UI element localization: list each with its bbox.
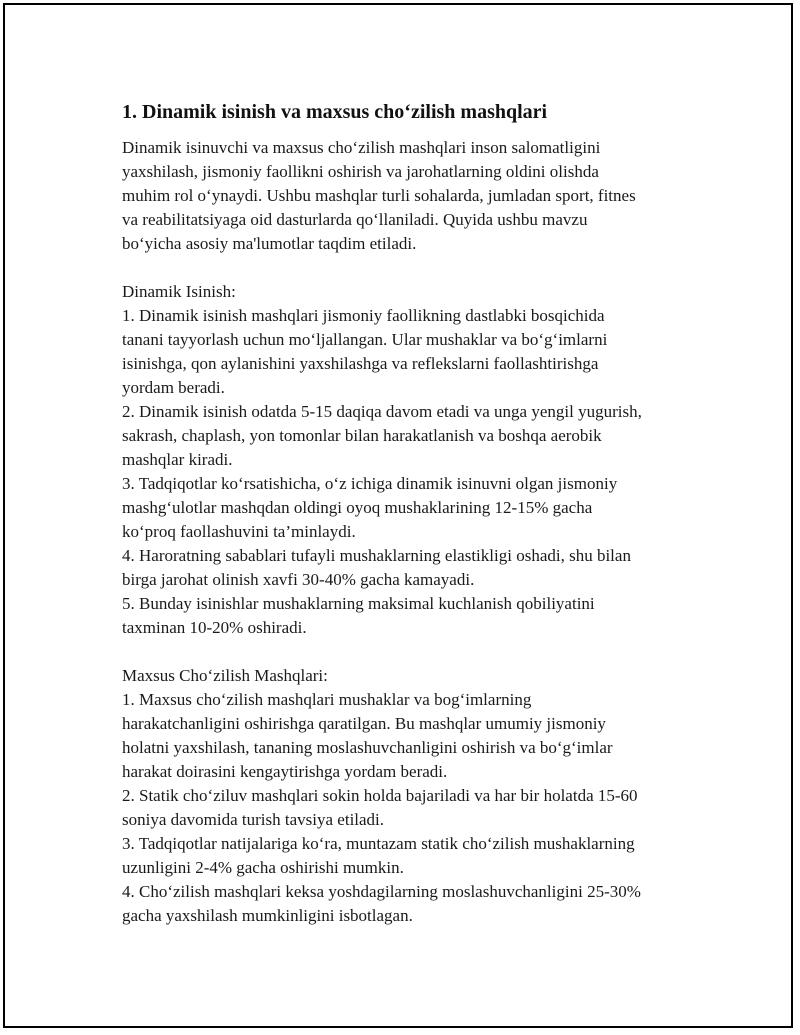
section-line: birga jarohat olinish xavfi 30-40% gacha kamayadi. xyxy=(122,570,475,589)
section-line: 3. Tadqiqotlar ko‘rsatishicha, o‘z ichiga dinamik isinuvni olgan jismoniy xyxy=(122,474,618,493)
section-line: yordam beradi. xyxy=(122,378,225,397)
section-line: 3. Tadqiqotlar natijalariga ko‘ra, muntazam statik cho‘zilish mushaklarning xyxy=(122,834,635,853)
section-line: mashqlar kiradi. xyxy=(122,450,233,469)
section-line: uzunligini 2-4% gacha oshirishi mumkin. xyxy=(122,858,404,877)
section-line: 5. Bunday isinishlar mushaklarning maksimal kuchlanish qobiliyatini xyxy=(122,594,595,613)
intro-line: muhim rol o‘ynaydi. Ushbu mashqlar turli sohalarda, jumladan sport, fitnes xyxy=(122,186,636,205)
document-title: 1. Dinamik isinish va maxsus cho‘zilish mashqlari xyxy=(122,101,548,123)
section-line: 1. Dinamik isinish mashqlari jismoniy faollikning dastlabki bosqichida xyxy=(122,306,605,325)
section-line: 2. Dinamik isinish odatda 5-15 daqiqa davom etadi va unga yengil yugurish, xyxy=(122,402,642,421)
intro-line: bo‘yicha asosiy ma'lumotlar taqdim etiladi. xyxy=(122,234,417,253)
intro-paragraph xyxy=(122,136,702,256)
section-line: sakrash, chaplash, yon tomonlar bilan harakatlanish va boshqa aerobik xyxy=(122,426,602,445)
section-line: 4. Cho‘zilish mashqlari keksa yoshdagilarning moslashuvchanligini 25-30% xyxy=(122,882,641,901)
section-line: 4. Haroratning sabablari tufayli mushaklarning elastikligi oshadi, shu bilan xyxy=(122,546,631,565)
section-line: harakatchanligini oshirishga qaratilgan. Bu mashqlar umumiy jismoniy xyxy=(122,714,606,733)
section-line: ko‘proq faollashuvini ta’minlaydi. xyxy=(122,522,356,541)
section-line: 1. Maxsus cho‘zilish mashqlari mushaklar va bog‘imlarning xyxy=(122,690,532,709)
section-line: soniya davomida turish tavsiya etiladi. xyxy=(122,810,385,829)
section-line: gacha yaxshilash mumkinligini isbotlagan. xyxy=(122,906,413,925)
section-dinamik-isinish xyxy=(122,280,702,640)
section-line: taxminan 10-20% oshiradi. xyxy=(122,618,307,637)
section-line: mashg‘ulotlar mashqdan oldingi oyoq mushaklarining 12-15% gacha xyxy=(122,498,593,517)
section-line: holatni yaxshilash, tananing moslashuvchanligini oshirish va bo‘g‘imlar xyxy=(122,738,613,757)
paragraph-gap xyxy=(122,640,702,664)
section-line: 2. Statik cho‘ziluv mashqlari sokin holda bajariladi va har bir holatda 15-60 xyxy=(122,786,638,805)
page-frame xyxy=(3,3,793,1028)
section-line: harakat doirasini kengaytirishga yordam beradi. xyxy=(122,762,448,781)
section-heading: Dinamik Isinish: xyxy=(122,282,236,301)
section-line: isinishga, qon aylanishini yaxshilashga va reflekslarni faollashtirishga xyxy=(122,354,599,373)
paragraph-gap xyxy=(122,256,702,280)
intro-line: yaxshilash, jismoniy faollikni oshirish va jarohatlarning oldini olishda xyxy=(122,162,599,181)
section-line: tanani tayyorlash uchun mo‘ljallangan. Ular mushaklar va bo‘g‘imlarni xyxy=(122,330,608,349)
intro-line: Dinamik isinuvchi va maxsus cho‘zilish mashqlari inson salomatligini xyxy=(122,138,601,157)
document-body xyxy=(122,100,702,928)
section-maxsus-chozilish xyxy=(122,664,702,928)
intro-line: va reabilitatsiyaga oid dasturlarda qo‘llaniladi. Quyida ushbu mavzu xyxy=(122,210,588,229)
section-heading: Maxsus Cho‘zilish Mashqlari: xyxy=(122,666,328,685)
